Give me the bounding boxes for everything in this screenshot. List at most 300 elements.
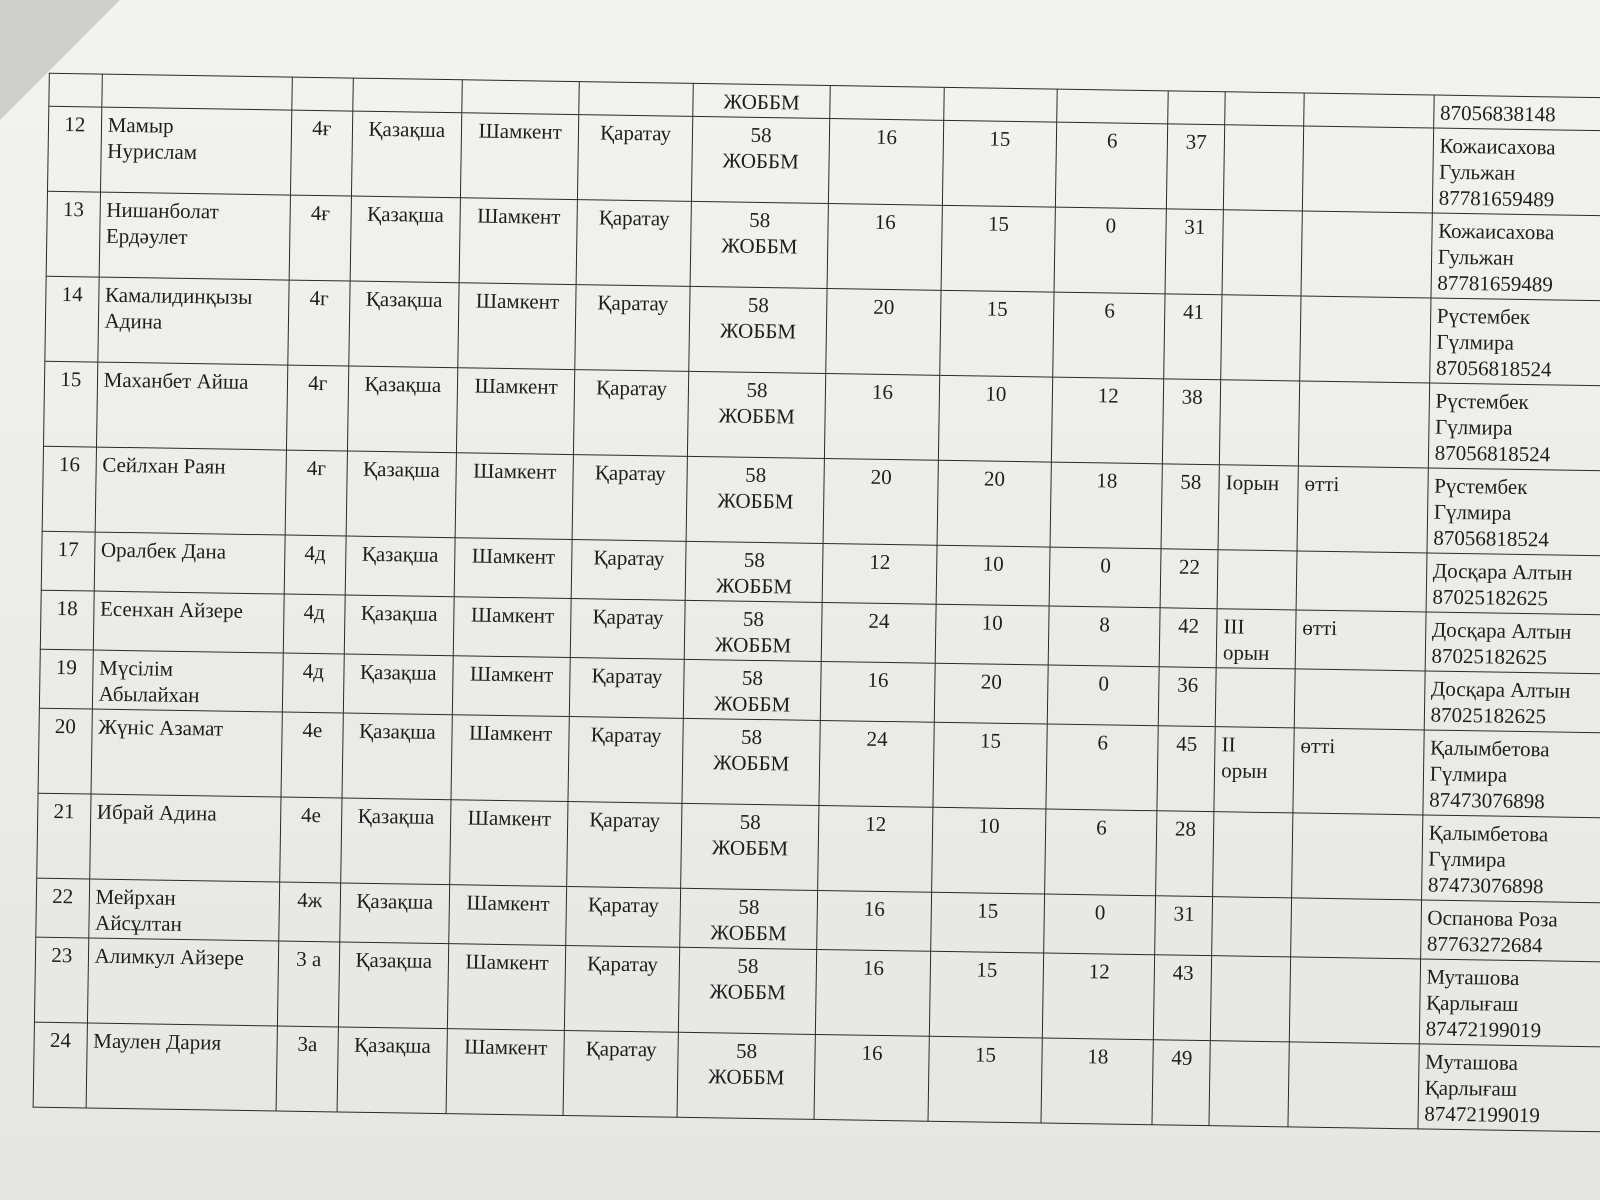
language-cell-text: Қазақша <box>355 947 433 973</box>
row-number-text: 24 <box>49 1027 72 1053</box>
school-cell <box>684 600 823 661</box>
city-cell <box>456 368 575 455</box>
score-2-cell-text: 15 <box>986 296 1008 321</box>
score-2-cell <box>938 375 1053 462</box>
teacher-cell <box>1429 298 1600 386</box>
total-cell-text: 49 <box>1171 1045 1193 1070</box>
status-cell-text: өтті <box>1302 615 1338 641</box>
teacher-cell-text: 87781659489 <box>1438 185 1555 212</box>
language-cell <box>344 595 454 656</box>
class-cell-text: 3а <box>297 1031 318 1057</box>
score-3-cell <box>1049 547 1161 608</box>
district-cell <box>575 285 690 372</box>
total-cell <box>1160 608 1218 668</box>
school-cell <box>689 286 828 373</box>
row-number <box>43 361 97 447</box>
teacher-cell-text: Мутaшова <box>1424 1049 1519 1075</box>
cell-empty <box>1168 91 1225 125</box>
status-cell-text: өтті <box>1304 471 1340 497</box>
city-cell <box>454 538 572 599</box>
student-name-text: Абылайхан <box>98 681 200 708</box>
class-cell-text: 3 а <box>296 946 322 972</box>
language-cell-text: Қазақша <box>361 541 439 567</box>
city-cell-text: Шамкент <box>466 890 550 916</box>
city-cell-text: Шамкент <box>471 543 556 569</box>
school-cell-text: 58 <box>740 724 763 750</box>
language-cell-text: Қазақша <box>360 600 438 626</box>
row-number <box>42 446 96 532</box>
score-1-cell-text: 16 <box>871 379 894 405</box>
teacher-cell-text: 87056818524 <box>1435 355 1552 382</box>
cell-empty <box>1057 89 1169 124</box>
row-number-text: 17 <box>57 536 79 562</box>
row-number <box>37 793 91 879</box>
student-name-text: Оралбек Дана <box>100 537 227 564</box>
language-cell <box>348 281 459 368</box>
language-cell-text: Қазақша <box>366 201 444 227</box>
place-cell-text <box>1231 129 1297 130</box>
teacher-cell-text: Мутaшова <box>1426 964 1520 990</box>
teacher-cell-text: Қалымбетова <box>1429 735 1550 762</box>
status-cell <box>1296 551 1426 612</box>
district-cell <box>572 540 686 601</box>
teacher-cell-text: Гүлмира <box>1434 414 1513 440</box>
total-cell <box>1159 667 1217 727</box>
status-cell <box>1301 211 1432 298</box>
student-name-text: Маханбет Айша <box>103 367 249 394</box>
status-cell <box>1297 466 1428 553</box>
district-cell <box>563 1030 678 1117</box>
row-number-text: 13 <box>62 197 85 222</box>
teacher-cell-text: 87473076898 <box>1427 872 1544 899</box>
student-name <box>89 794 281 882</box>
score-3-cell-text: 0 <box>1100 553 1111 578</box>
place-cell <box>1217 550 1297 610</box>
score-1-cell <box>817 890 931 951</box>
score-2-cell-text: 15 <box>987 211 1010 236</box>
school-cell-text: 58 <box>743 547 766 573</box>
language-cell <box>342 713 453 800</box>
class-cell <box>277 941 339 1027</box>
place-cell-text <box>1220 816 1286 817</box>
total-cell-text: 45 <box>1176 731 1198 756</box>
row-number-text: 23 <box>51 942 73 968</box>
score-2-cell-text: 15 <box>989 126 1011 151</box>
class-cell <box>281 712 343 798</box>
score-3-cell-text: 8 <box>1099 612 1111 637</box>
student-name <box>92 650 283 712</box>
score-1-cell-text: 16 <box>862 955 885 981</box>
total-cell <box>1157 726 1215 812</box>
student-name <box>100 107 292 195</box>
cell-empty <box>462 80 580 115</box>
student-name <box>94 532 285 594</box>
score-1-cell-text: 12 <box>869 549 891 575</box>
score-1-cell <box>816 949 931 1036</box>
teacher-cell-text: 87025182625 <box>1431 643 1548 670</box>
score-2-cell <box>936 545 1050 606</box>
cell-empty <box>352 78 462 113</box>
student-name <box>93 591 284 653</box>
class-cell <box>284 535 346 595</box>
score-1-cell <box>823 544 937 605</box>
student-name <box>95 447 287 535</box>
teacher-cell-text: Кожаисахова <box>1439 133 1556 160</box>
teacher-cell-text: 87056818524 <box>1433 525 1550 552</box>
row-number-text: 20 <box>54 713 77 739</box>
status-cell-text <box>1298 903 1415 905</box>
teacher-cell: 87056838148 <box>1433 95 1600 131</box>
school-cell-text: ЖОББМ <box>714 632 792 658</box>
class-cell-text: 4ғ <box>310 200 331 226</box>
city-cell-text: Шамкент <box>468 720 553 746</box>
district-cell-text: Қаратау <box>598 205 670 231</box>
teacher-cell-text: 87763272684 <box>1426 931 1543 958</box>
total-cell-text: 31 <box>1173 901 1195 926</box>
city-cell-text: Шамкент <box>474 373 558 399</box>
total-cell-text: 41 <box>1182 299 1205 324</box>
row-number <box>40 590 94 650</box>
cell-empty <box>49 73 102 107</box>
status-cell-text <box>1304 556 1421 558</box>
school-cell <box>677 1032 816 1119</box>
row-number-text: 15 <box>60 366 82 392</box>
score-1-cell-text: 16 <box>861 1040 883 1065</box>
score-2-cell-text: 15 <box>974 1042 997 1067</box>
class-cell <box>290 110 352 196</box>
row-number <box>36 878 90 938</box>
district-cell-text: Қаратау <box>599 120 672 146</box>
student-name-text: Адина <box>104 308 163 334</box>
place-cell-text: III <box>1223 614 1245 639</box>
district-cell <box>570 658 684 719</box>
teacher-cell-text: 87473076898 <box>1429 787 1545 814</box>
total-cell <box>1161 549 1219 609</box>
score-3-cell-text: 0 <box>1098 671 1110 696</box>
class-cell <box>276 1026 338 1112</box>
cell-empty <box>1225 92 1304 126</box>
class-cell <box>280 797 342 883</box>
score-1-cell-text: 24 <box>866 726 888 752</box>
district-cell-text: Қаратау <box>592 604 664 630</box>
place-cell-text <box>1225 554 1291 555</box>
score-3-cell <box>1047 665 1159 726</box>
district-cell <box>578 115 693 202</box>
score-2-cell <box>933 722 1048 809</box>
language-cell-text: Қазақша <box>357 803 435 829</box>
student-name <box>99 192 291 280</box>
class-cell-text: 4д <box>302 658 325 684</box>
language-cell <box>345 536 455 597</box>
class-cell-text: 4г <box>308 370 328 396</box>
city-cell <box>460 113 579 200</box>
score-2-cell-text: 10 <box>981 610 1003 635</box>
place-cell-text <box>1229 299 1295 300</box>
class-cell <box>282 653 344 713</box>
score-1-cell-text: 12 <box>865 811 887 837</box>
total-cell <box>1152 1040 1210 1126</box>
school-cell-text: ЖОББМ <box>720 233 798 259</box>
student-name-text: Сейлхан Раян <box>102 452 226 479</box>
language-cell-text: Қазақша <box>364 371 442 397</box>
teacher-cell <box>1431 213 1600 301</box>
district-cell-text: Қаратау <box>589 807 661 833</box>
status-cell <box>1292 813 1423 900</box>
place-cell <box>1221 295 1301 381</box>
teacher-cell <box>1423 730 1600 818</box>
place-cell-text <box>1230 214 1296 215</box>
teacher-cell-text: 87781659489 <box>1437 270 1554 297</box>
score-3-cell-text: 0 <box>1094 900 1106 925</box>
teacher-cell <box>1425 612 1600 674</box>
total-cell-text: 36 <box>1177 672 1199 697</box>
language-cell <box>351 111 462 198</box>
language-cell <box>338 942 449 1029</box>
score-2-cell <box>931 807 1046 894</box>
total-cell-text: 38 <box>1181 384 1203 409</box>
district-cell-text: Қаратау <box>595 375 668 401</box>
place-cell-text <box>1223 672 1289 673</box>
score-3-cell <box>1050 462 1163 549</box>
language-cell <box>346 451 457 538</box>
school-cell-text: 58 <box>747 292 770 318</box>
school-cell-text: ЖОББМ <box>709 979 786 1005</box>
score-2-cell <box>929 951 1044 1038</box>
row-number <box>38 708 92 794</box>
score-2-cell <box>930 892 1044 953</box>
teacher-cell-text: Рүстембек <box>1436 303 1531 330</box>
teacher-cell-text: Қарлығаш <box>1424 1075 1518 1101</box>
score-3-cell <box>1053 292 1166 379</box>
score-1-cell <box>825 374 940 461</box>
city-cell <box>447 944 566 1031</box>
place-cell <box>1213 812 1293 898</box>
student-name <box>96 362 288 450</box>
cell-empty <box>943 87 1057 122</box>
score-2-cell-text: 20 <box>980 669 1003 694</box>
district-cell-text: Қаратау <box>590 722 662 748</box>
student-name-text: Мейрхан <box>95 884 176 910</box>
score-3-cell <box>1045 809 1158 896</box>
school-cell-text: 58 <box>737 953 759 979</box>
place-cell-text <box>1227 384 1293 385</box>
school-cell <box>686 456 825 543</box>
teacher-cell-text: Гүлмира <box>1436 329 1515 355</box>
status-cell-text <box>1302 674 1419 676</box>
score-2-cell-text: 10 <box>982 551 1004 576</box>
language-cell <box>347 366 458 453</box>
teacher-cell-text: Досқара Алтын <box>1430 676 1571 703</box>
district-cell-text: Қаратау <box>586 951 659 977</box>
status-cell <box>1298 381 1429 468</box>
status-cell <box>1289 957 1420 1044</box>
class-cell <box>289 195 351 281</box>
place-cell-text <box>1230 214 1296 215</box>
district-cell <box>574 370 689 457</box>
place-cell-text <box>1219 901 1285 902</box>
teacher-cell-text: 87472199019 <box>1424 1101 1541 1128</box>
place-cell <box>1222 210 1302 296</box>
teacher-cell <box>1427 468 1600 556</box>
results-table <box>33 73 1600 1133</box>
class-cell-text: 4д <box>303 599 325 625</box>
district-cell-text: Қаратау <box>597 290 669 316</box>
city-cell-text: Шамкент <box>473 458 557 484</box>
score-3-cell-text: 6 <box>1104 298 1115 323</box>
score-2-cell <box>935 604 1049 665</box>
school-cell-text: 58 <box>738 894 760 920</box>
city-cell-text: Шамкент <box>463 1034 548 1060</box>
school-cell-text: 58 <box>746 377 768 403</box>
score-1-cell-text: 20 <box>870 464 892 490</box>
teacher-cell-text: Гүлмира <box>1428 846 1506 872</box>
district-cell <box>567 802 682 889</box>
row-number-text: 14 <box>61 282 83 307</box>
row-number <box>34 937 88 1023</box>
language-cell <box>339 883 449 944</box>
language-cell-text: Қазақша <box>359 659 437 685</box>
class-cell-text: 4ғ <box>312 115 332 141</box>
school-cell-text: ЖОББМ <box>719 318 797 344</box>
place-cell <box>1216 609 1296 669</box>
city-cell <box>458 283 577 370</box>
teacher-cell <box>1424 671 1600 733</box>
language-cell <box>337 1027 448 1114</box>
language-cell-text: Қазақша <box>358 718 436 744</box>
school-cell-text: 58 <box>750 122 772 148</box>
district-cell-text: Қаратау <box>594 460 666 486</box>
score-2-cell <box>928 1036 1043 1123</box>
place-cell <box>1223 125 1303 211</box>
place-cell-text <box>1218 960 1284 961</box>
score-1-cell <box>822 602 936 663</box>
status-cell-text <box>1309 216 1426 218</box>
place-cell-text <box>1225 554 1291 555</box>
school-cell: ЖОББМ <box>693 83 831 118</box>
score-3-cell <box>1042 953 1155 1040</box>
status-cell-text <box>1306 386 1423 388</box>
score-3-cell-text: 12 <box>1088 959 1110 984</box>
student-name <box>91 709 283 797</box>
city-cell-text: Шамкент <box>475 288 560 314</box>
score-3-cell-text: 18 <box>1087 1044 1109 1069</box>
language-cell-text: Қазақша <box>368 116 446 143</box>
city-cell-text: Шамкент <box>467 805 552 831</box>
cell-empty <box>1304 93 1434 128</box>
district-cell <box>566 887 680 948</box>
row-number-text: 12 <box>64 112 86 137</box>
teacher-cell <box>1432 128 1600 216</box>
class-cell-text: 4ж <box>296 887 323 913</box>
class-cell-text: 4е <box>300 802 322 828</box>
score-2-cell-text: 15 <box>976 957 998 982</box>
teacher-cell-text: 87472199019 <box>1425 1016 1542 1043</box>
total-cell <box>1156 811 1214 897</box>
student-name-text: Маулен Дария <box>93 1028 222 1055</box>
class-cell <box>279 882 341 942</box>
total-cell-text: 58 <box>1180 469 1202 494</box>
status-cell <box>1295 610 1425 671</box>
row-number-text: 22 <box>52 883 74 909</box>
school-cell <box>690 201 829 288</box>
teacher-cell <box>1418 1044 1600 1132</box>
teacher-cell-text: Гүлмира <box>1433 499 1512 525</box>
place-cell-text <box>1223 672 1289 673</box>
place-cell-text <box>1217 1045 1283 1046</box>
score-1-cell-text: 24 <box>868 608 890 634</box>
status-cell <box>1300 296 1431 383</box>
school-cell-text: ЖОББМ <box>710 920 787 946</box>
total-cell <box>1167 124 1225 210</box>
class-cell-text: 4д <box>304 540 326 566</box>
score-3-cell-text: 6 <box>1097 730 1109 755</box>
school-cell-text: 58 <box>749 207 771 233</box>
score-3-cell-text: 6 <box>1106 128 1118 153</box>
teacher-cell-text: Кожаисахова <box>1438 218 1555 245</box>
school-cell-text: ЖОББМ <box>712 750 790 776</box>
score-3-cell <box>1044 894 1156 955</box>
teacher-cell-text: Оспанова Роза <box>1427 905 1558 932</box>
row-number <box>33 1022 87 1108</box>
row-number <box>46 191 100 277</box>
score-1-cell <box>827 204 942 291</box>
language-cell <box>343 654 453 715</box>
status-cell <box>1294 669 1424 730</box>
total-cell-text: 42 <box>1177 613 1200 638</box>
place-cell-text <box>1231 129 1297 130</box>
city-cell <box>455 453 574 540</box>
school-cell-text: 58 <box>735 1038 758 1064</box>
class-cell-text: 4г <box>306 455 327 481</box>
teacher-cell <box>1420 900 1600 962</box>
row-number-text: 18 <box>56 595 78 621</box>
district-cell <box>576 200 691 287</box>
place-cell <box>1215 668 1295 728</box>
teacher-cell-text: Рүстембек <box>1434 473 1528 500</box>
student-name-text: Нурислам <box>107 138 198 165</box>
score-1-cell-text: 16 <box>863 896 886 922</box>
status-cell-text <box>1297 961 1414 963</box>
score-2-cell <box>942 120 1057 207</box>
place-cell <box>1212 897 1292 957</box>
status-cell <box>1291 898 1421 959</box>
city-cell <box>452 656 570 717</box>
student-name-text: Мамыр <box>107 112 174 138</box>
teacher-cell-text: 87056818524 <box>1434 440 1551 467</box>
status-cell <box>1302 126 1433 213</box>
place-cell <box>1209 1041 1289 1127</box>
student-name-text: Есенхан Айзере <box>99 596 244 623</box>
score-1-cell <box>823 459 938 546</box>
school-cell <box>679 888 818 949</box>
score-1-cell-text: 16 <box>867 667 889 693</box>
score-3-cell-text: 6 <box>1095 815 1107 840</box>
class-cell <box>283 594 345 654</box>
cell-empty <box>830 86 944 121</box>
teacher-cell-text: Рүстембек <box>1435 388 1529 415</box>
teacher-cell <box>1419 959 1600 1047</box>
city-cell-text: Шамкент <box>469 661 554 687</box>
place-cell <box>1214 727 1294 813</box>
status-cell-text <box>1296 1046 1413 1048</box>
student-name-text: Мүсілім <box>98 655 174 681</box>
row-number <box>48 106 102 192</box>
score-3-cell <box>1041 1038 1154 1125</box>
total-cell <box>1165 209 1223 295</box>
language-cell-text: Қазақша <box>356 888 434 914</box>
row-number-text: 16 <box>58 451 81 477</box>
place-cell-text: орын <box>1222 640 1270 666</box>
